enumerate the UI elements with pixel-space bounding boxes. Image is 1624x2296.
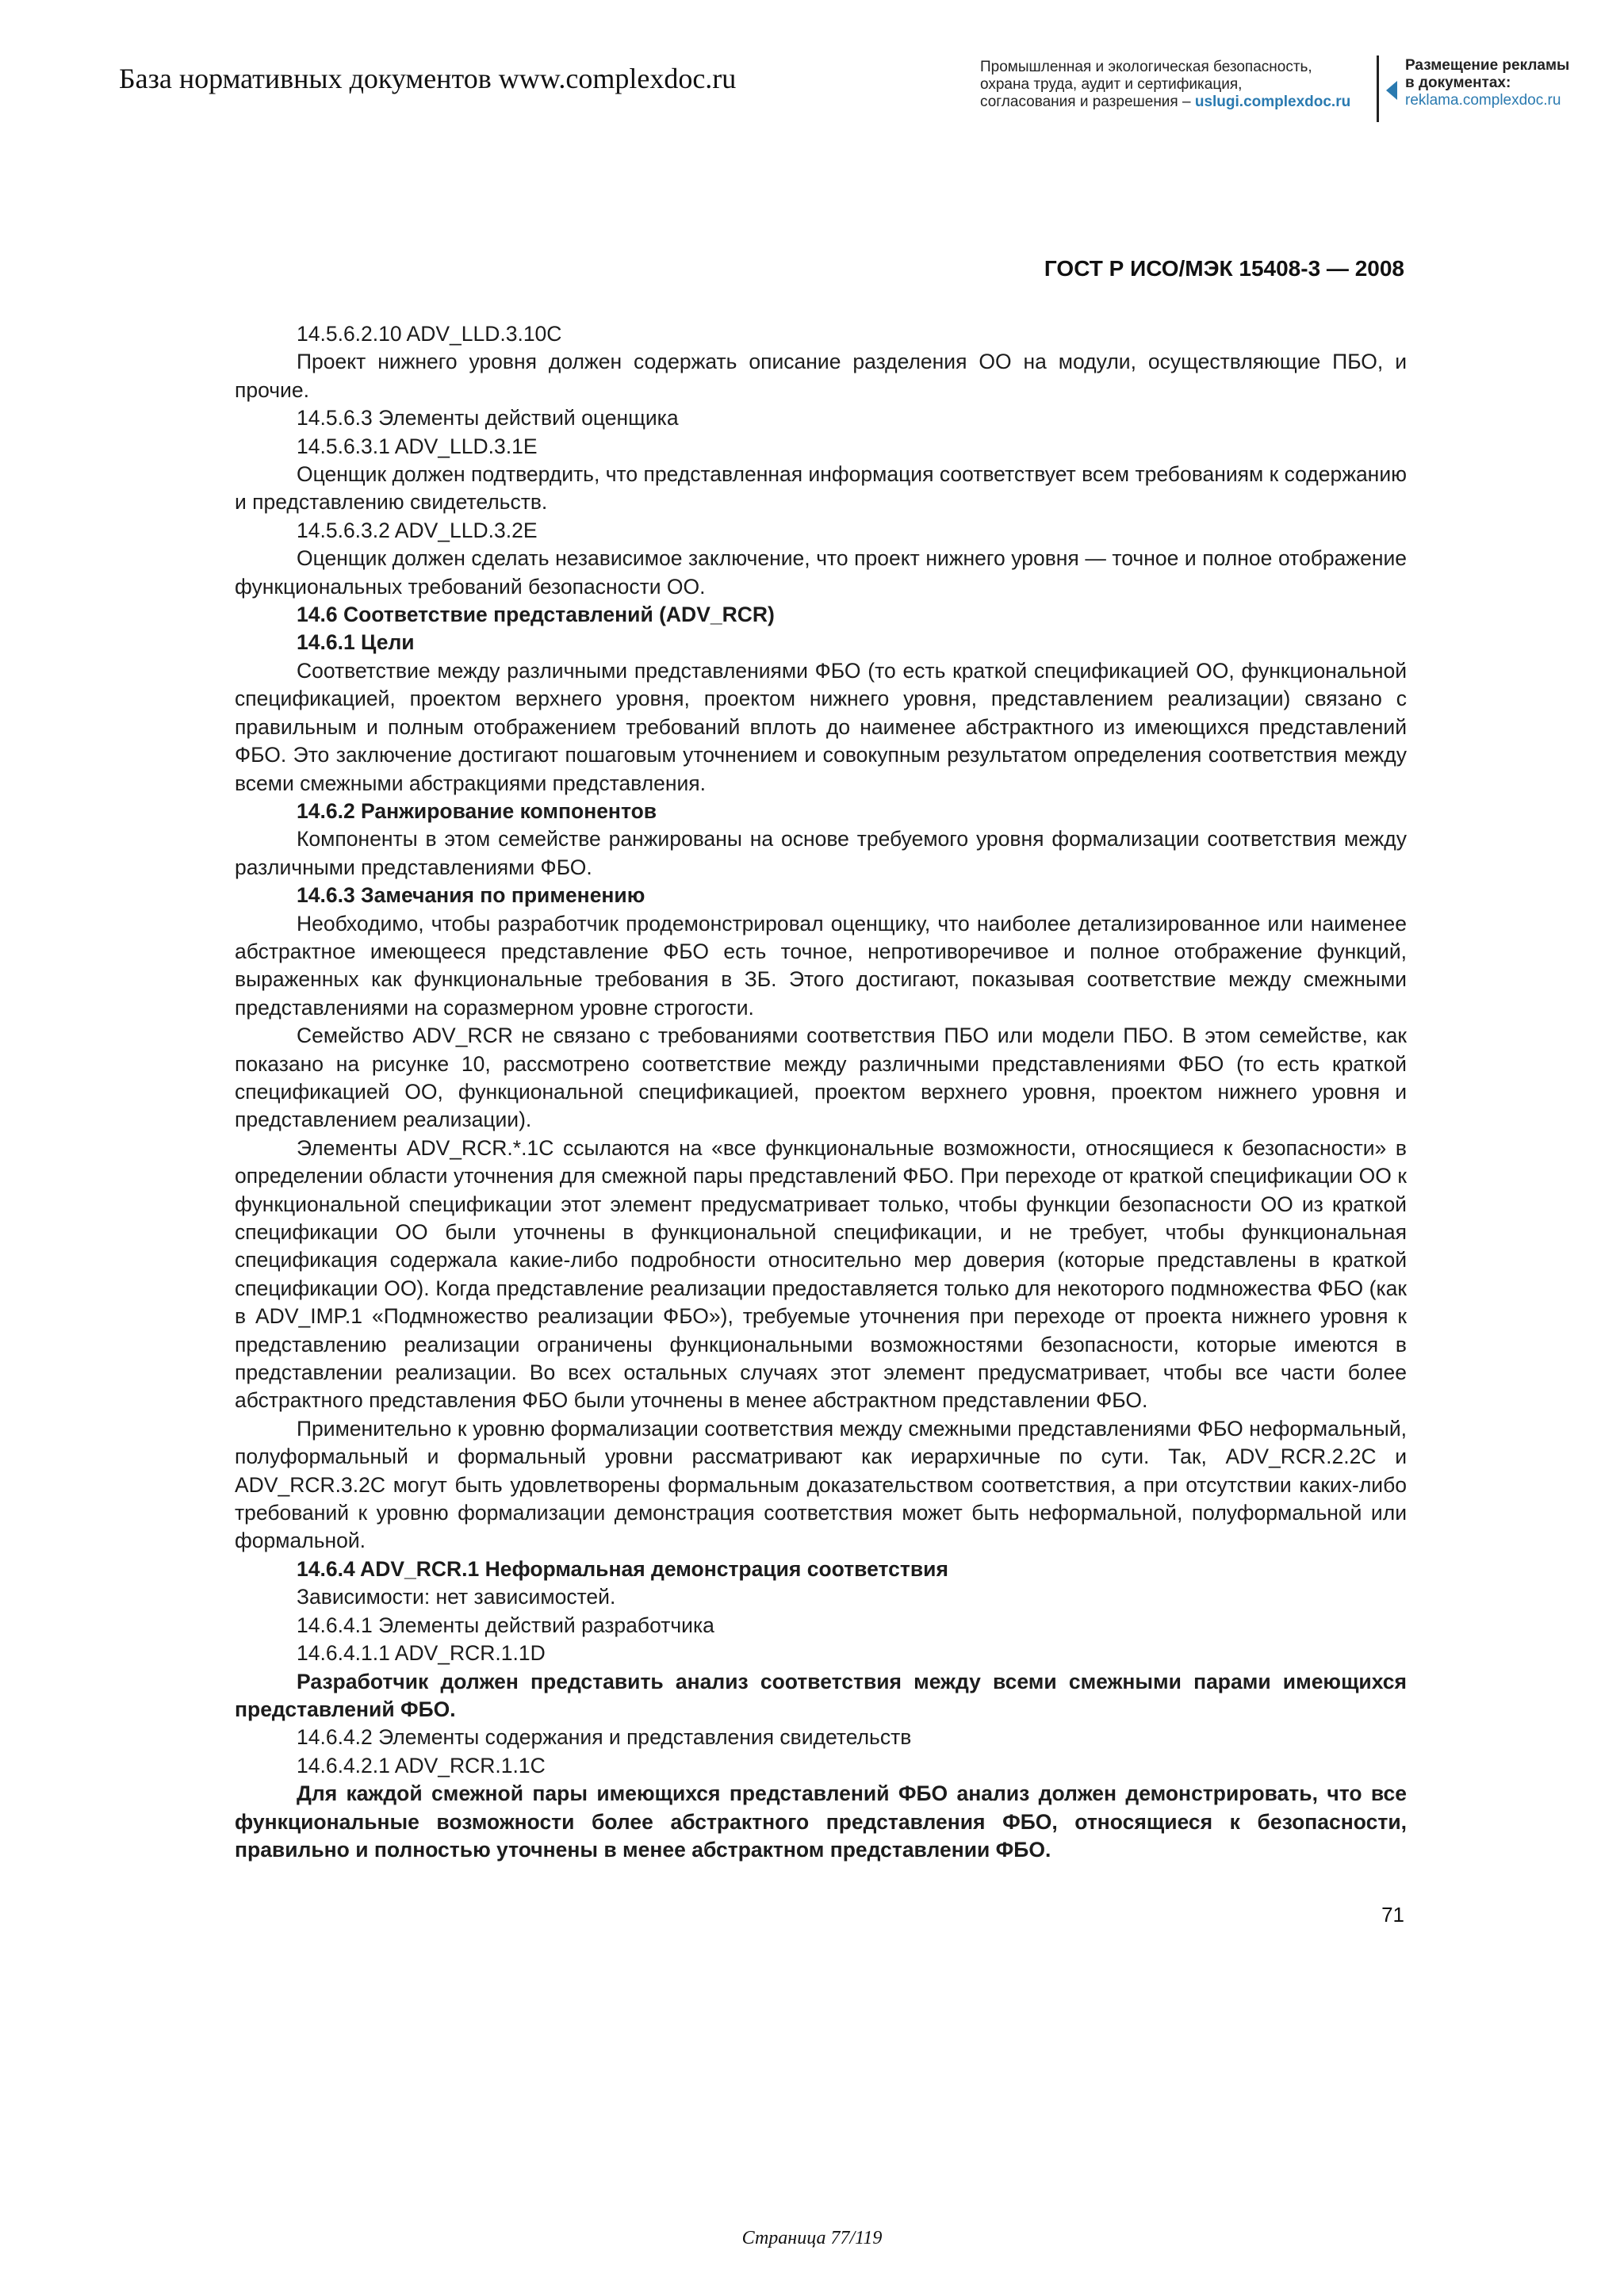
topbar-site-title: База нормативных документов www.complexdoc.ru	[119, 63, 737, 94]
topbar-ads	[1386, 57, 1592, 109]
paragraph: Оценщик должен подтвердить, что представленная информация соответствует всем требованиям к содержанию и представлению свидетельств.	[235, 462, 1407, 515]
paragraph: 14.5.6.3 Элементы действий оценщика	[297, 406, 679, 430]
section-heading: 14.6 Соответствие представлений (ADV_RCR)	[297, 603, 775, 627]
page-number: 71	[1381, 1903, 1404, 1927]
paragraph: Применительно к уровню формализации соответствия между смежными представлениями ФБО неформальный, полуформальный и формальный уровни рассматривают как иерархичные по сути. Так, ADV_RCR.2.2C и ADV_RCR.3.2C могут быть удовлетворены формальным доказательством соответствия, а при отсутствии каких-либо требований к уровню формализации демонстрация соответствия может быть неформальной, полуформальной или формальной.	[235, 1416, 1407, 1553]
paragraph: Соответствие между различными представлениями ФБО (то есть краткой спецификацией ОО, функциональной спецификацией, проектом верхнего уровня, проектом нижнего уровня, представлением реализации) связано с правильным и полным отображением требований вплоть до наименее абстрактного из имеющихся представлений ФБО. Это заключение достигают пошаговым уточнением и совокупным результатом определения соответствия между всеми смежными абстракциями представления.	[235, 658, 1407, 795]
services-line-3	[980, 94, 1353, 111]
section-heading: 14.6.1 Цели	[297, 630, 415, 655]
ads-line-2: в документах:	[1405, 75, 1511, 91]
page-footer: Страница 77/119	[741, 2228, 883, 2248]
document-header: ГОСТ Р ИСО/МЭК 15408-3 — 2008	[1044, 256, 1404, 281]
paragraph: 14.6.4.2 Элементы содержания и представления свидетельств	[297, 1725, 912, 1750]
paragraph: 14.5.6.2.10 ADV_LLD.3.10C	[297, 322, 562, 346]
paragraph: Оценщик должен сделать независимое заключение, что проект нижнего уровня — точное и полное отображение функциональных требований безопасности ОО.	[235, 546, 1407, 599]
document-body	[235, 320, 1407, 1864]
services-link[interactable]: uslugi.complexdoc.ru	[1194, 94, 1351, 110]
paragraph: 14.6.4.1 Элементы действий разработчика	[297, 1613, 714, 1637]
paragraph: Зависимости: нет зависимостей.	[297, 1585, 616, 1609]
section-heading: 14.6.2 Ранжирование компонентов	[297, 798, 657, 823]
section-heading: 14.6.4 ADV_RCR.1 Неформальная демонстрация соответствия	[297, 1556, 948, 1581]
topbar-divider	[1377, 55, 1379, 122]
services-line-2: охрана труда, аудит и сертификация,	[980, 76, 1243, 93]
paragraph: Для каждой смежной пары имеющихся представлений ФБО анализ должен демонстрировать, что все функциональные возможности более абстрактного представления ФБО, относящиеся к безопасности, правильно и полностью уточнены в менее абстрактном представлении ФБО.	[235, 1781, 1407, 1862]
paragraph: 14.5.6.3.1 ADV_LLD.3.1E	[297, 434, 538, 458]
paragraph: Элементы ADV_RCR.*.1C ссылаются на «все функциональные возможности, относящиеся к безопасности» в определении области уточнения для смежной пары представлений ФБО. При переходе от краткой спецификации ОО к функциональной спецификации этот элемент предусматривает только, чтобы функции безопасности ОО из краткой спецификации ОО были уточнены в функциональной спецификации, и не требует, чтобы функциональная спецификация содержала какие-либо подробности относительно мер доверия (которые представлены в краткой спецификации ОО). Когда представление реализации предоставляется только для некоторого подмножества ФБО (как в ADV_IMP.1 «Подмножество реализации ФБО»), требуемые уточнения при переходе от проекта нижнего уровня к представлению реализации ограничены функциональными возможностями безопасности, которые имеются в представлении реализации. Во всех остальных случаях этот элемент предусматривает, чтобы все части более абстрактного представления ФБО были уточнены в менее абстрактном представлении ФБО.	[235, 1135, 1407, 1413]
paragraph: Семейство ADV_RCR не связано с требованиями соответствия ПБО или модели ПБО. В этом семействе, как показано на рисунке 10, рассмотрено соответствие между различными представлениями ФБО (то есть краткой спецификацией ОО, функциональной спецификацией, проектом верхнего уровня, проектом нижнего уровня и представлением реализации).	[235, 1024, 1407, 1132]
section-heading: 14.6.3 Замечания по применению	[297, 883, 645, 908]
paragraph: 14.6.4.2.1 ADV_RCR.1.1C	[297, 1753, 546, 1777]
paragraph: Проект нижнего уровня должен содержать описание разделения ОО на модули, осуществляющие ПБО, и прочие.	[235, 350, 1407, 402]
topbar-services	[980, 59, 1353, 111]
services-line-1: Промышленная и экологическая безопасность,	[980, 59, 1312, 75]
paragraph: Компоненты в этом семействе ранжированы на основе требуемого уровня формализации соответствия между различными представлениями ФБО.	[235, 827, 1407, 879]
ads-link[interactable]: reklama.complexdoc.ru	[1405, 92, 1561, 109]
ads-line-1: Размещение рекламы	[1405, 57, 1570, 74]
paragraph: 14.5.6.3.2 ADV_LLD.3.2E	[297, 518, 538, 542]
paragraph: Разработчик должен представить анализ соответствия между всеми смежными парами имеющихся представлений ФБО.	[235, 1669, 1407, 1721]
arrow-left-icon	[1386, 81, 1397, 100]
services-line-3-text: согласования и разрешения –	[980, 94, 1191, 110]
paragraph: Необходимо, чтобы разработчик продемонстрировал оценщику, что наиболее детализированное или наименее абстрактное имеющееся представление ФБО есть точное, непротиворечивое и полное отображение функций, выраженных как функциональные требования в ЗБ. Этого достигают, показывая соответствие между смежными представлениями на соразмерном уровне строгости.	[235, 911, 1407, 1020]
paragraph: 14.6.4.1.1 ADV_RCR.1.1D	[297, 1641, 546, 1666]
